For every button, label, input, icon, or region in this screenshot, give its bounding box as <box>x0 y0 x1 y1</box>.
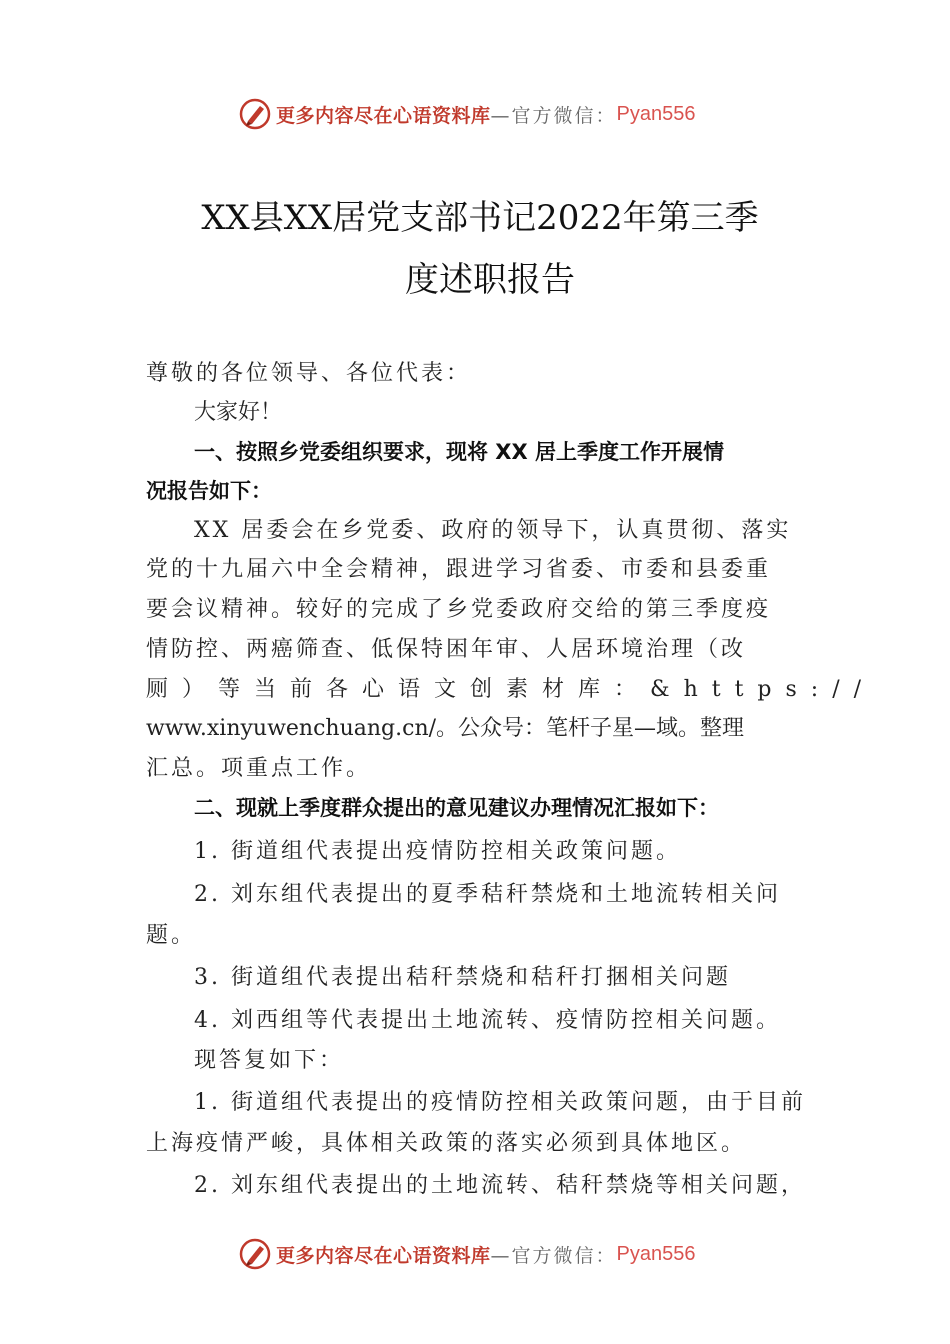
paragraph-line: XX 居委会在乡党委、政府的领导下，认真贯彻、落实 <box>194 518 792 543</box>
reply-item-continuation: 上海疫情严峻，具体相关政策的落实必须到具体地区。 <box>146 1131 747 1156</box>
document-title-line-1: XX县XX居党支部书记2022年第三季 <box>201 198 759 238</box>
paragraph-line: 党的十九届六中全会精神，跟进学习省委、市委和县委重 <box>146 557 772 582</box>
banner-site-text: 更多内容尽在心语资料库 <box>276 104 491 127</box>
footer-banner <box>238 1236 758 1272</box>
reply-heading: 现答复如下： <box>194 1048 345 1073</box>
paragraph-line: 汇总。项重点工作。 <box>146 756 372 781</box>
reply-item: 1. 街道组代表提出的疫情防控相关政策问题，由于目前 <box>194 1090 806 1115</box>
paragraph-line: 要会议精神。较好的完成了乡党委政府交给的第三季度疫 <box>146 597 772 622</box>
pen-logo-icon <box>238 1237 272 1271</box>
paragraph-line: 厕）等当前各心语文创素材库：&https:// <box>146 677 876 702</box>
section-heading-1-line-1: 一、按照乡党委组织要求，现将 XX 居上季度工作开展情 <box>194 440 725 464</box>
banner-wechat-id: Pyan556 <box>616 1242 696 1265</box>
document-title-line-2: 度述职报告 <box>405 260 575 300</box>
greeting: 尊敬的各位领导、各位代表： <box>146 361 472 386</box>
header-banner <box>238 96 758 132</box>
banner-site-text: 更多内容尽在心语资料库 <box>276 1244 491 1267</box>
reply-item: 2. 刘东组代表提出的土地流转、秸秆禁烧等相关问题， <box>194 1173 806 1198</box>
list-item: 1. 街道组代表提出疫情防控相关政策问题。 <box>194 839 681 864</box>
section-heading-2: 二、现就上季度群众提出的意见建议办理情况汇报如下： <box>194 796 719 820</box>
banner-wechat-label: —官方微信： <box>490 1244 617 1267</box>
banner-wechat-label: —官方微信： <box>490 104 617 127</box>
banner-wechat-id: Pyan556 <box>616 102 696 125</box>
list-item: 3. 街道组代表提出秸秆禁烧和秸秆打捆相关问题 <box>194 965 731 990</box>
list-item-continuation: 题。 <box>146 923 197 948</box>
list-item: 4. 刘西组等代表提出土地流转、疫情防控相关问题。 <box>194 1008 781 1033</box>
paragraph-line: www.xinyuwenchuang.cn/。公众号：笔杆子星—域。整理 <box>146 716 745 741</box>
paragraph-line: 情防控、两癌筛查、低保特困年审、人居环境治理（改 <box>146 637 747 662</box>
hello: 大家好！ <box>194 400 283 425</box>
section-heading-1-line-2: 况报告如下： <box>146 479 272 503</box>
list-item: 2. 刘东组代表提出的夏季秸秆禁烧和土地流转相关问 <box>194 882 781 907</box>
pen-logo-icon <box>238 97 272 131</box>
